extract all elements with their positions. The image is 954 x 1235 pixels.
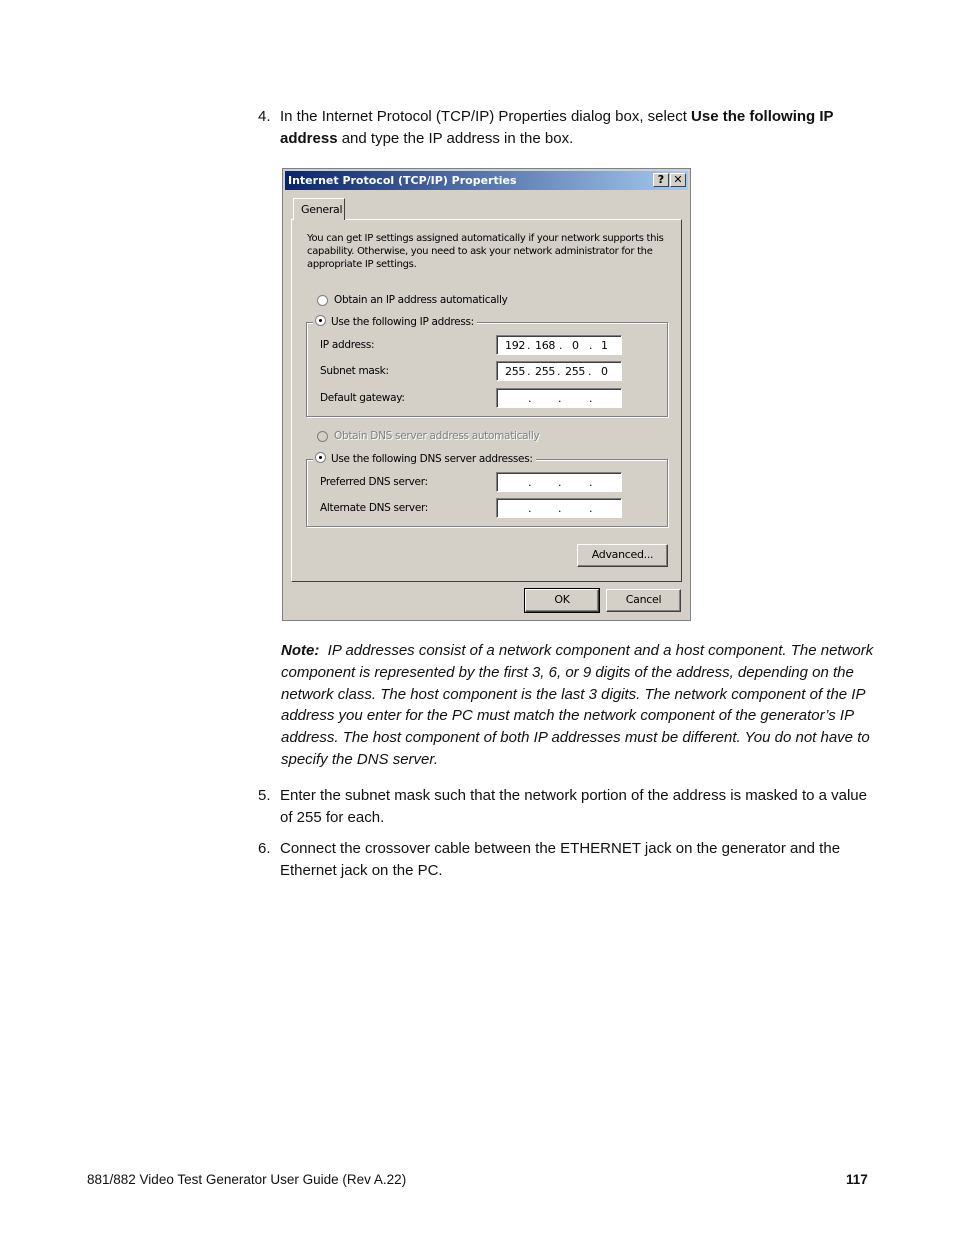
ip-octet: 192 xyxy=(505,339,526,352)
dialog-intro-text: You can get IP settings assigned automatically if your network supports this capability. Otherwise, you need to ask your network administrator for the appropriate IP settings. xyxy=(307,233,664,270)
step-5 xyxy=(258,785,873,828)
help-button[interactable]: ? xyxy=(653,173,669,187)
use-ip-legend xyxy=(313,315,477,328)
page-number: 117 xyxy=(846,1172,868,1187)
ip-dot: . xyxy=(557,365,561,378)
note-label: Note: xyxy=(281,642,320,659)
ip-dot: . xyxy=(558,392,562,405)
use-ip-radio[interactable] xyxy=(315,315,326,326)
preferred-dns-field[interactable] xyxy=(496,472,622,492)
use-dns-radio[interactable] xyxy=(315,452,326,463)
ip-dot: . xyxy=(589,502,593,515)
cancel-button[interactable]: Cancel xyxy=(606,589,681,612)
ip-dot: . xyxy=(558,502,562,515)
ip-dot: . xyxy=(527,365,531,378)
ip-address-label: IP address: xyxy=(320,339,375,351)
alternate-dns-label: Alternate DNS server: xyxy=(320,502,429,514)
note-paragraph xyxy=(281,640,876,771)
step-text-part: and type the IP address in the box. xyxy=(337,129,574,147)
note-text: IP addresses consist of a network component and a host component. The network component is represented by the first 3, 6, or 9 digits of the address, depending on the network class. The host component is the last 3 digits. The network component of the IP address you enter for the PC must match the network component of the generator’s IP address. The host component of both IP addresses must be different. You do not have to specify the DNS server. xyxy=(281,642,874,768)
ip-dot: . xyxy=(558,476,562,489)
alternate-dns-field[interactable] xyxy=(496,498,622,518)
footer-title: 881/882 Video Test Generator User Guide (Rev A.22) xyxy=(87,1172,407,1187)
close-button[interactable]: ✕ xyxy=(670,173,686,187)
advanced-button[interactable]: Advanced... xyxy=(577,544,668,567)
default-gateway-label: Default gateway: xyxy=(320,392,405,404)
ip-dot: . xyxy=(589,476,593,489)
ip-octet: 255 xyxy=(535,365,556,378)
ip-dot: . xyxy=(528,392,532,405)
tab-general[interactable]: General xyxy=(293,198,345,220)
ip-dot: . xyxy=(528,502,532,515)
dialog-title: Internet Protocol (TCP/IP) Properties xyxy=(288,174,517,187)
subnet-mask-label: Subnet mask: xyxy=(320,365,389,377)
step-text: Connect the crossover cable between the ETHERNET jack on the generator and the Ethernet jack on the PC. xyxy=(280,840,841,879)
subnet-mask-field[interactable] xyxy=(496,361,622,381)
tcpip-properties-dialog xyxy=(282,168,691,621)
step-bold-text: Use the following IP address xyxy=(280,108,834,147)
ip-address-field[interactable] xyxy=(496,335,622,355)
obtain-dns-radio xyxy=(317,431,328,442)
step-number: 6. xyxy=(258,840,271,857)
step-number: 4. xyxy=(258,108,271,125)
dialog-titlebar xyxy=(285,171,688,190)
ip-octet: 168 xyxy=(535,339,556,352)
ip-dot: . xyxy=(528,476,532,489)
default-gateway-field[interactable] xyxy=(496,388,622,408)
ip-dot: . xyxy=(589,339,593,352)
step-number: 5. xyxy=(258,787,271,804)
ok-button[interactable]: OK xyxy=(525,589,599,612)
ip-octet: 0 xyxy=(601,365,608,378)
use-dns-label: Use the following DNS server addresses: xyxy=(331,453,533,465)
step-text-part: In the Internet Protocol (TCP/IP) Properties dialog box, select xyxy=(280,108,692,125)
use-ip-label: Use the following IP address: xyxy=(331,316,474,328)
preferred-dns-label: Preferred DNS server: xyxy=(320,476,428,488)
ip-dot: . xyxy=(559,339,563,352)
ip-octet: 1 xyxy=(601,339,608,352)
ip-octet: 255 xyxy=(565,365,586,378)
ip-octet: 0 xyxy=(572,339,579,352)
obtain-dns-label: Obtain DNS server address automatically xyxy=(334,430,540,442)
step-6 xyxy=(258,838,873,881)
obtain-ip-label: Obtain an IP address automatically xyxy=(334,294,508,306)
ip-dot: . xyxy=(527,339,531,352)
obtain-ip-radio[interactable] xyxy=(317,295,328,306)
ip-dot: . xyxy=(588,365,592,378)
use-dns-legend xyxy=(313,452,536,465)
ip-dot: . xyxy=(589,392,593,405)
step-text: Enter the subnet mask such that the network portion of the address is masked to a value of 255 for each. xyxy=(280,787,867,826)
step-4 xyxy=(258,106,873,149)
ip-octet: 255 xyxy=(505,365,526,378)
step-text xyxy=(280,106,873,149)
